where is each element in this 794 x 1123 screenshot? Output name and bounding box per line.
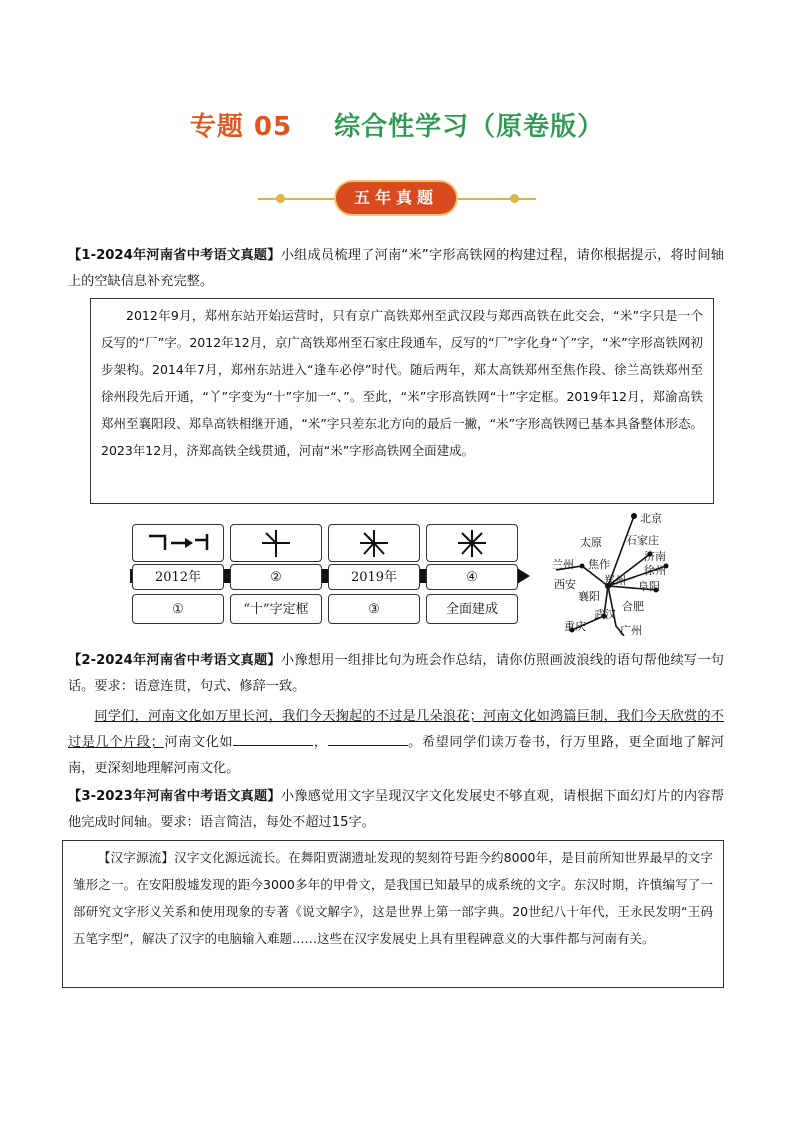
city-fuyang: 阜阳	[638, 580, 660, 593]
q2-tag: 【2-2024年河南省中考语文真题】	[68, 653, 281, 668]
q1-tag: 【1-2024年河南省中考语文真题】	[68, 248, 281, 263]
stage1-symbol	[132, 524, 224, 562]
city-hefei: 合肥	[622, 600, 644, 613]
q1-passage: 2012年9月，郑州东站开始运营时，只有京广高铁郑州至武汉段与郑西高铁在此交会，“米”字只是一个反写的“厂”字。2012年12月，京广高铁郑州至石家庄段通车，反写的“厂”字化身“丫”字，“米”字形高铁网初步架构。2014年7月，郑州东站进入“逢车必停”时代。随后两年，郑太高铁郑州至焦作段、徐兰高铁郑州至徐州段先后开通，“丫”字变为“十”字加一“、”。至此，“米”字形高铁网“十”字定框。2019年12月，郑渝高铁郑州至襄阳段、郑阜高铁相继开通，“米”字只差东北方向的最后一撇，“米”字形高铁网已基本具备整体形态。2023年12月，济郑高铁全线贯通，河南“米”字形高铁网全面建成。	[101, 308, 703, 458]
stage3-symbol	[328, 524, 420, 562]
timeline-bottom-3: ③	[328, 594, 420, 624]
q2-comma: ，	[313, 735, 328, 750]
banner-line-left	[258, 198, 336, 200]
city-guangzhou: 广州	[620, 624, 642, 636]
title-part1: 专题 05	[189, 112, 293, 142]
stage2-symbol	[230, 524, 322, 562]
timeline-top-3: 2019年	[328, 564, 420, 590]
stage4-symbol	[426, 524, 518, 562]
q3-passage-box	[62, 840, 724, 988]
city-shijiazhuang: 石家庄	[626, 534, 659, 547]
q2-prompt-text: 小豫想用一组排比句为班会作总结，请你仿照画波浪线的语句帮他续写一句话。要求：语意连贯，句式、修辞一致。	[68, 653, 724, 694]
city-jinan: 济南	[644, 550, 666, 563]
q2-prompt	[68, 648, 724, 700]
stage2-glyph-icon	[256, 527, 296, 559]
q2-body	[68, 704, 724, 782]
city-beijing: 北京	[640, 512, 662, 525]
stage3-glyph-icon	[354, 527, 394, 559]
city-taiyuan: 太原	[580, 536, 602, 549]
stage4-glyph-icon	[452, 527, 492, 559]
city-lanzhou: 兰州	[552, 558, 574, 571]
q1-passage-box	[90, 298, 714, 504]
q2-blank-1[interactable]	[233, 731, 313, 746]
timeline-top-2: ②	[230, 564, 322, 590]
banner-label: 五年真题	[336, 182, 456, 214]
city-xian: 西安	[554, 578, 576, 591]
city-xiangyang: 襄阳	[578, 590, 600, 603]
city-zhengzhou: 郑州	[604, 574, 626, 587]
q1-prompt-text: 小组成员梳理了河南“米”字形高铁网的构建过程，请你根据提示，将时间轴上的空缺信息补充完整。	[68, 248, 724, 289]
timeline-bottom-2: “十”字定框	[230, 594, 322, 624]
timeline-bottom-1: ①	[132, 594, 224, 624]
q3-tag: 【3-2023年河南省中考语文真题】	[68, 789, 281, 804]
q2-underlined-sentences: 同学们，河南文化如万里长河，我们今天掬起的不过是几朵浪花；河南文化如鸿篇巨制，我们今天欣赏的不过是几个片段；	[68, 709, 724, 750]
q2-blank-2[interactable]	[328, 731, 408, 746]
q3-prompt-text: 小豫感觉用文字呈现汉字文化发展史不够直观，请根据下面幻灯片的内容帮他完成时间轴。要求：语言简洁，每处不超过15字。	[68, 789, 724, 830]
banner-dot-right	[510, 194, 519, 203]
q1-prompt	[68, 243, 724, 295]
title-part2: 综合性学习（原卷版）	[334, 112, 605, 142]
timeline-top-1: 2012年	[132, 564, 224, 590]
q2-fill-prefix: 河南文化如	[163, 735, 234, 750]
city-wuhan: 武汉	[594, 608, 616, 621]
q3-prompt	[68, 784, 724, 836]
stage1-glyph-icon	[143, 528, 213, 558]
banner-line-right	[458, 198, 536, 200]
q2-rest: 。希望同学们读万卷书，行万里路，更全面地了解河南，更深刻地理解河南文化。	[68, 735, 725, 776]
q3-passage: 【汉字源流】汉字文化源远流长。在舞阳贾湖遗址发现的契刻符号距今约8000年，是目前所知世界最早的文字雏形之一。在安阳殷墟发现的距今3000多年的甲骨文，是我国已知最早的成系统的文字。东汉时期，许慎编写了一部研究文字形义关系和使用现象的专著《说文解字》，这是世界上第一部字典。20世纪八十年代，王永民发明“王码五笔字型”，解决了汉字的电脑输入难题……这些在汉字发展史上具有里程碑意义的大事件都与河南有关。	[73, 850, 713, 946]
city-chongqing: 重庆	[564, 620, 586, 633]
timeline-bottom-4: 全面建成	[426, 594, 518, 624]
city-xuzhou: 徐州	[644, 564, 666, 577]
timeline-top-4: ④	[426, 564, 518, 590]
page-title	[0, 106, 794, 143]
rail-network-map	[546, 508, 696, 636]
city-jiaozuo: 焦作	[588, 558, 610, 571]
section-banner	[272, 180, 522, 218]
